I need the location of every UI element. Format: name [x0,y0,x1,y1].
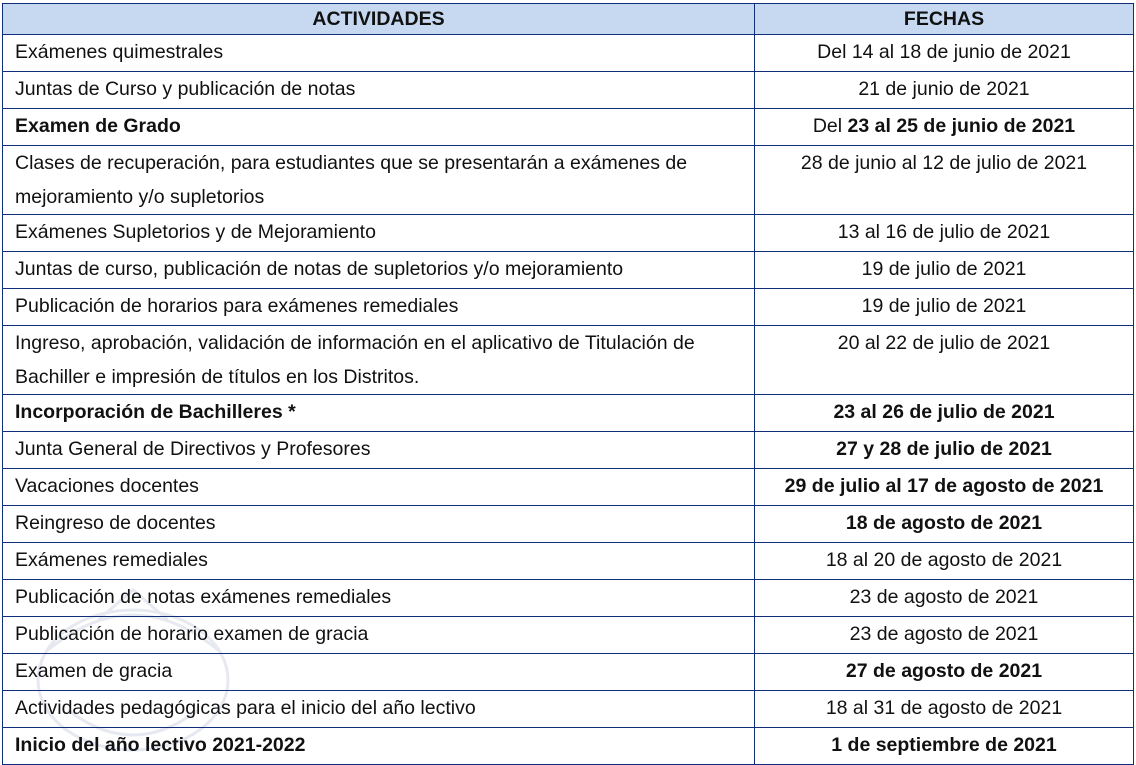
activity-cell: Vacaciones docentes [3,469,755,506]
table-row [3,72,1134,109]
table-row [3,395,1134,432]
date-cell: 1 de septiembre de 2021 [755,728,1134,765]
date-cell: 27 de agosto de 2021 [755,654,1134,691]
activity-cell: Junta General de Directivos y Profesores [3,432,755,469]
activity-cell: Publicación de horario examen de gracia [3,617,755,654]
date-prefix: Del [812,115,843,137]
date-cell: 23 al 26 de julio de 2021 [755,395,1134,432]
activity-cell: Incorporación de Bachilleres * [3,395,755,432]
activity-cell: Reingreso de docentes [3,506,755,543]
table-row [3,215,1134,252]
date-cell: 28 de junio al 12 de julio de 2021 [755,146,1134,215]
date-bold: 23 al 25 de junio de 2021 [847,115,1076,137]
date-cell: 29 de julio al 17 de agosto de 2021 [755,469,1134,506]
table-row [3,252,1134,289]
date-cell: 18 de agosto de 2021 [755,506,1134,543]
activity-cell: Exámenes quimestrales [3,35,755,72]
activity-cell: Ingreso, aprobación, validación de información en el aplicativo de Titulación de Bachiller e impresión de títulos en los Distritos. [3,326,755,395]
date-cell [755,109,1134,146]
table-row [3,469,1134,506]
table-row [3,432,1134,469]
table-row [3,654,1134,691]
date-cell: 20 al 22 de julio de 2021 [755,326,1134,395]
activity-cell: Exámenes Supletorios y de Mejoramiento [3,215,755,252]
table-row [3,146,1134,215]
table-row [3,543,1134,580]
activity-cell: Inicio del año lectivo 2021-2022 [3,728,755,765]
activity-cell: Examen de Grado [3,109,755,146]
table-header-row [3,4,1134,35]
date-cell: 18 al 20 de agosto de 2021 [755,543,1134,580]
table-row [3,728,1134,765]
table-row [3,506,1134,543]
date-cell: 27 y 28 de julio de 2021 [755,432,1134,469]
date-cell: 13 al 16 de julio de 2021 [755,215,1134,252]
activity-cell: Exámenes remediales [3,543,755,580]
activity-cell: Publicación de notas exámenes remediales [3,580,755,617]
table-row [3,289,1134,326]
table-row [3,109,1134,146]
dates-header: FECHAS [755,4,1134,35]
date-cell: 18 al 31 de agosto de 2021 [755,691,1134,728]
activity-cell: Actividades pedagógicas para el inicio del año lectivo [3,691,755,728]
activity-cell: Examen de gracia [3,654,755,691]
activity-cell: Juntas de curso, publicación de notas de supletorios y/o mejoramiento [3,252,755,289]
school-calendar-table [2,3,1134,765]
activity-cell: Clases de recuperación, para estudiantes que se presentarán a exámenes de mejoramiento y/o supletorios [3,146,755,215]
table-row [3,35,1134,72]
date-cell: 19 de julio de 2021 [755,289,1134,326]
date-cell: Del 14 al 18 de junio de 2021 [755,35,1134,72]
date-cell: 19 de julio de 2021 [755,252,1134,289]
date-cell: 23 de agosto de 2021 [755,580,1134,617]
table-row [3,580,1134,617]
table-row [3,617,1134,654]
date-cell: 23 de agosto de 2021 [755,617,1134,654]
table-row [3,691,1134,728]
activity-cell: Publicación de horarios para exámenes remediales [3,289,755,326]
table-row [3,326,1134,395]
activity-cell: Juntas de Curso y publicación de notas [3,72,755,109]
date-cell: 21 de junio de 2021 [755,72,1134,109]
activities-header: ACTIVIDADES [3,4,755,35]
